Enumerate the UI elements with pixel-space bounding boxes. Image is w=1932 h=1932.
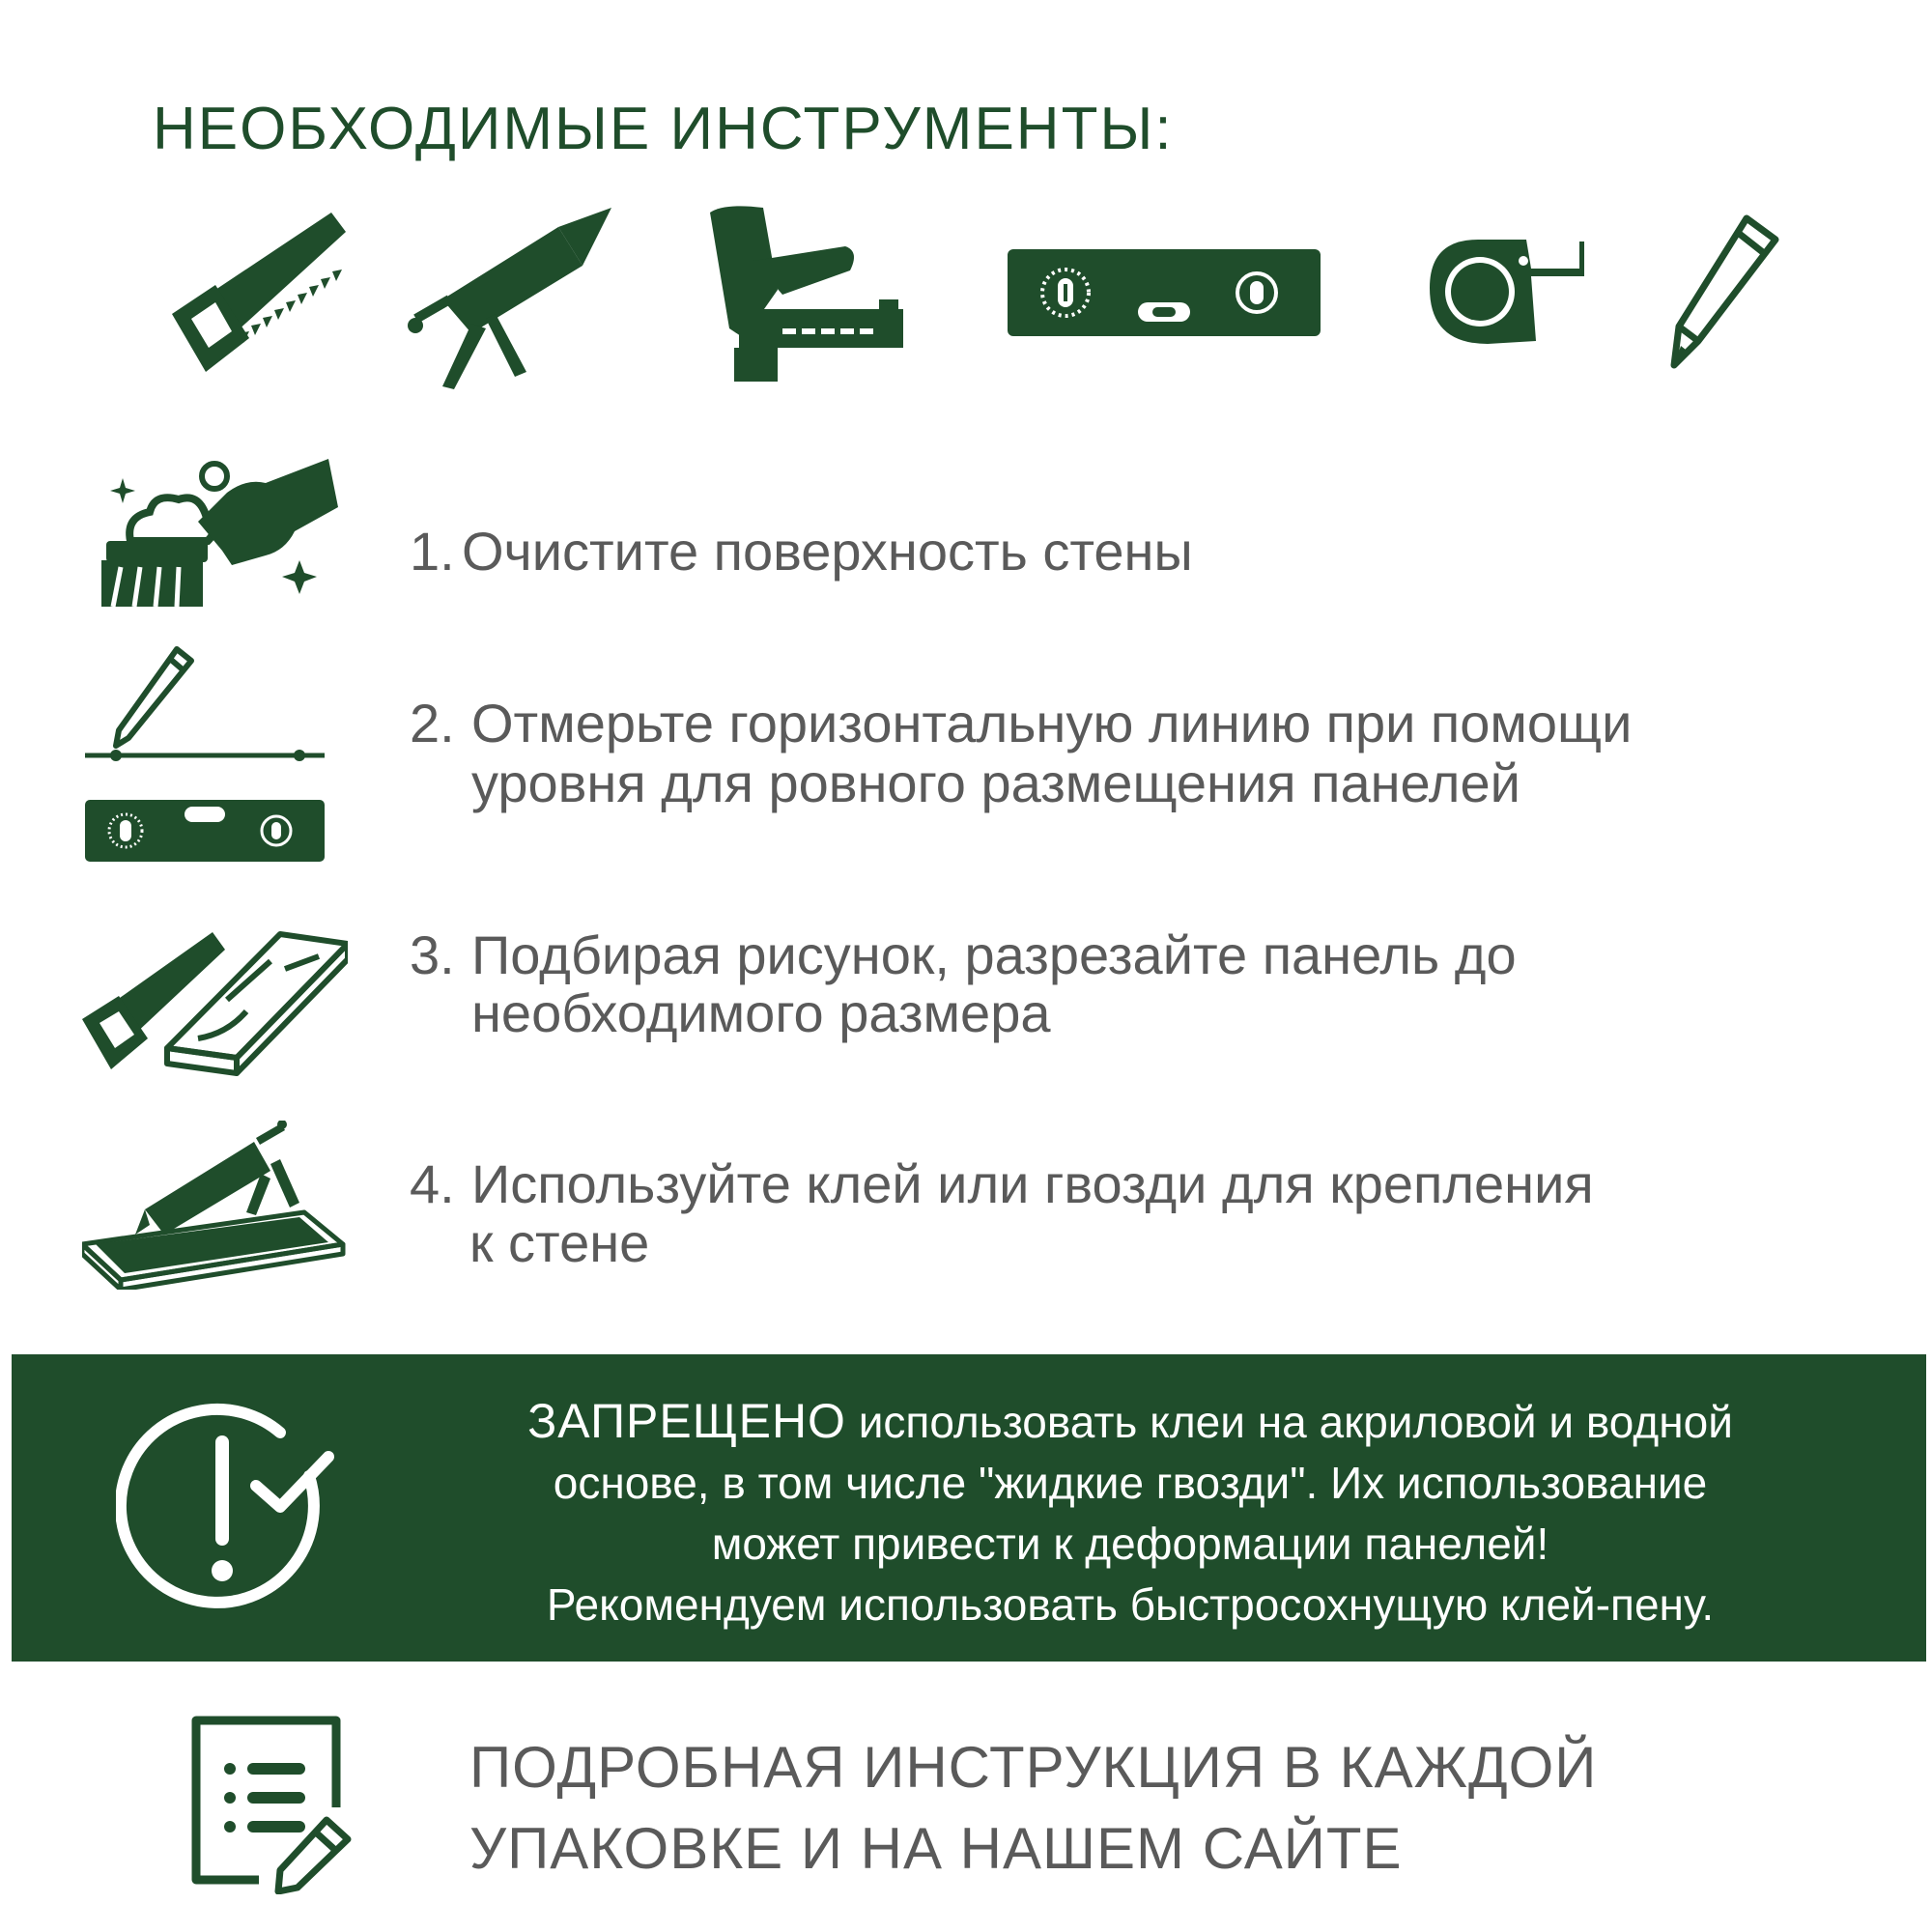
nail-gun-icon bbox=[705, 203, 908, 396]
glue-gun-panel-icon bbox=[82, 1121, 348, 1290]
step-4-text-line-2: к стене bbox=[469, 1212, 650, 1273]
pencil-level-icon bbox=[85, 645, 327, 863]
warning-line-2: основе, в том числе "жидкие гвозди". Их использование bbox=[553, 1458, 1708, 1508]
tools-row bbox=[0, 0, 1932, 406]
page-title: НЕОБХОДИМЫЕ ИНСТРУМЕНТЫ: bbox=[153, 96, 1174, 162]
warning-strong: ЗАПРЕЩЕНО bbox=[527, 1394, 846, 1448]
step-3-text-line-2: необходимого размера bbox=[471, 982, 1051, 1043]
step-1-number: 1. bbox=[410, 521, 455, 582]
saw-plank-icon bbox=[82, 923, 348, 1077]
step-2-text-line-2: уровня для ровного размещения панелей bbox=[471, 753, 1520, 813]
step-2-text-line-1: Отмерьте горизонтальную линию при помощи bbox=[471, 693, 1633, 753]
warning-check-icon bbox=[116, 1399, 348, 1626]
caulking-gun-icon bbox=[404, 208, 616, 391]
tape-measure-icon bbox=[1420, 230, 1584, 351]
step-3-text-line-1: Подбирая рисунок, разрезайте панель до bbox=[471, 924, 1517, 985]
saw-icon bbox=[162, 208, 355, 382]
footer-line-2: УПАКОВКЕ И НА НАШЕМ САЙТЕ bbox=[469, 1816, 1403, 1881]
step-3-number: 3. bbox=[410, 924, 455, 985]
warning-line-4: Рекомендуем использовать быстросохнущую клей-пену. bbox=[546, 1579, 1715, 1630]
step-2-number: 2. bbox=[410, 693, 455, 753]
warning-line-1: ЗАПРЕЩЕНО использовать клеи на акриловой и водной bbox=[527, 1394, 1733, 1448]
instruction-document-icon bbox=[191, 1716, 355, 1899]
footer-line-1: ПОДРОБНАЯ ИНСТРУКЦИЯ В КАЖДОЙ bbox=[469, 1735, 1598, 1800]
level-icon bbox=[1008, 249, 1321, 336]
warning-line-3: может привести к деформации панелей! bbox=[711, 1519, 1549, 1569]
step-4-number: 4. bbox=[410, 1153, 455, 1214]
step-4-text-line-1: Используйте клей или гвозди для крепления bbox=[471, 1153, 1594, 1214]
footer-text bbox=[469, 1727, 1597, 1889]
cleaning-brush-icon bbox=[101, 459, 338, 609]
warning-text bbox=[406, 1391, 1855, 1635]
step-1-text: Очистите поверхность стены bbox=[462, 521, 1193, 582]
pencil-icon bbox=[1669, 211, 1785, 375]
